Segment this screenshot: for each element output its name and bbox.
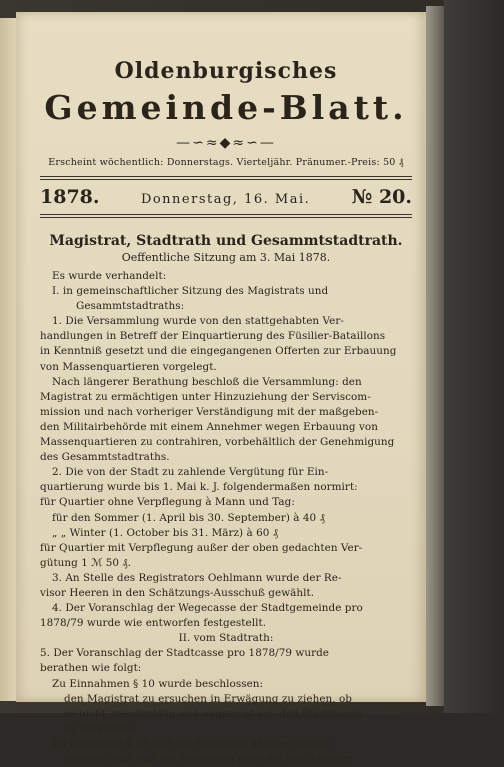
article-line: in Kenntniß gesetzt und die eingegangenen Offerten zur Erbauung (40, 345, 397, 358)
book-spine (426, 6, 444, 706)
issue-year: 1878. (40, 186, 100, 208)
article-line: standen, daß ihm die Verfügung über die Bruchgelder (64, 753, 352, 765)
article-line: für Quartier mit Verpflegung außer der oben gedachten Ver- (40, 541, 363, 554)
article-line: 1878/79 wurde wie entworfen festgestellt. (40, 617, 267, 630)
article-line: für den Sommer (1. April bis 30. September) à 40 ₰ (52, 511, 325, 524)
ornament-divider: —∽≈◆≈∽— (176, 135, 276, 151)
issue-date: Donnerstag, 16. Mai. (140, 192, 311, 207)
article-line: „ „ Winter (1. October bis 31. März) à 60 ₰ (52, 526, 279, 539)
article-line: zu verkaufen. (64, 722, 137, 735)
page-content (40, 46, 412, 767)
article-line: den Militairbehörde mit einem Annehmer wegen Erbauung von (40, 420, 378, 433)
article-line: 3. An Stelle des Registrators Oehlmann wurde der Re- (52, 571, 342, 584)
article-line: II. vom Stadtrath: (178, 632, 274, 645)
dateline-rule (40, 214, 412, 218)
article-line: quartierung wurde bis 1. Mai k. J. folgendermaßen normirt: (40, 481, 358, 494)
session-line: Oeffentliche Sitzung am 3. Mai 1878. (121, 251, 331, 264)
publication-info: Erscheint wöchentlich: Donnerstags. Vierteljähr. Pränumer.-Preis: 50 ₰ (48, 157, 404, 168)
issue-number: № 20. (351, 186, 412, 208)
article-body (40, 269, 412, 767)
article-line: handlungen in Betreff der Einquartierung des Füsilier-Bataillons (40, 330, 386, 343)
masthead-top-title: Oldenburgisches (114, 58, 338, 84)
article-line: gütung 1 ℳ 50 ₰. (40, 556, 132, 569)
article-line: I. in gemeinschaftlicher Sitzung des Magistrats und (52, 285, 329, 298)
article-line: 1. Die Versammlung wurde von den stattgehabten Ver- (52, 315, 344, 328)
article-line: mission und nach vorheriger Verständigung mit der maßgeben- (40, 405, 379, 418)
masthead-rule (40, 176, 412, 180)
article-line: 5. Der Voranschlag der Stadtcasse pro 1878/79 wurde (40, 647, 330, 660)
article-line: den Magistrat zu ersuchen in Erwägung zu ziehen, ob (64, 692, 352, 705)
article-line: für Quartier ohne Verpflegung à Mann und Tag: (40, 496, 295, 509)
article-line: von Massenquartieren vorgelegt. (40, 360, 217, 373)
previous-page-edge (0, 18, 16, 701)
article-line: Zu Einnahmen § 10 wurde beschlossen: (52, 677, 264, 690)
article-heading: Magistrat, Stadtrath und Gesammtstadtrath. (49, 233, 403, 249)
article-line: Es wurde verhandelt: (52, 270, 167, 282)
article-line: Massenquartieren zu contrahiren, vorbehältlich der Genehmigung (40, 436, 395, 449)
dateline (40, 186, 412, 208)
article-line: Nach längerer Berathung beschloß die Versammlung: den (52, 375, 362, 388)
article-line: 4. Der Voranschlag der Wegecasse der Stadtgemeinde pro (52, 602, 363, 615)
article-line: berathen wie folgt: (40, 662, 142, 675)
article-line: Magistrat zu ermächtigen unter Hinzuziehung der Serviscom- (40, 390, 371, 403)
masthead-main-title: Gemeinde-Blatt. (44, 88, 408, 127)
article-line: Gesammtstadtraths: (76, 300, 185, 313)
article-line: 2. Die von der Stadt zu zahlende Vergütung für Ein- (52, 466, 329, 479)
article-line: visor Heeren in den Schätzungs-Ausschuß gewählt. (40, 586, 315, 599)
book-cover (444, 0, 504, 713)
article-line: Zu Einnahme § 29 war der Stadtrath darüber einver- (52, 737, 334, 750)
article-line: des Gesammtstadtraths. (40, 451, 170, 464)
article-line: es nicht zweckmäßig und angezeigt sei, den Stadtbusch (64, 707, 363, 720)
